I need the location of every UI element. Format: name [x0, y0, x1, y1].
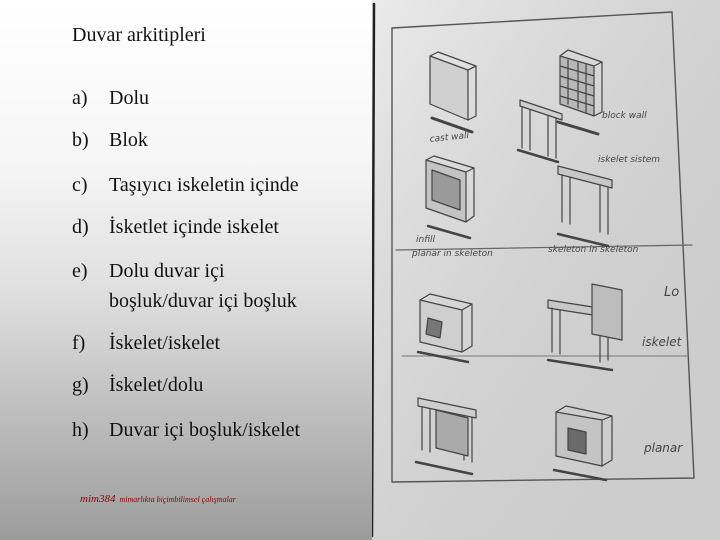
list-item-text: Blok — [109, 129, 148, 151]
list-item-text: İskelet/iskelet — [109, 332, 221, 354]
label-iskelet: iskelet — [642, 335, 682, 349]
course-subtitle: mimarlıkta biçimbilimsel çalışmalar — [119, 495, 236, 504]
list-item — [72, 125, 148, 155]
list-item-text: Duvar içi boşluk/iskelet — [109, 419, 301, 441]
slide-footer — [80, 489, 236, 507]
label-infill: infill — [416, 235, 436, 245]
list-marker: a) — [72, 87, 88, 109]
list-item-text: Taşıyıcı iskeletin içinde — [109, 174, 299, 196]
list-item — [72, 212, 279, 242]
list-item-text: Dolu — [109, 87, 149, 109]
list-item — [72, 415, 300, 445]
list-item — [72, 328, 220, 358]
course-code: mim384 — [80, 493, 116, 505]
label-planar: planar — [644, 441, 683, 455]
list-item-text: Dolu duvar içi — [109, 260, 225, 282]
label-edge-lo: Lo — [664, 285, 680, 300]
list-item — [72, 170, 299, 200]
list-marker: c) — [72, 174, 88, 196]
label-skeleton-in-skeleton: skeleton in skeleton — [548, 245, 639, 255]
slide-title: Duvar arkitipleri — [72, 24, 206, 46]
list-marker: h) — [72, 419, 89, 441]
list-item — [72, 370, 203, 400]
list-marker: e) — [72, 260, 88, 282]
label-iskelet-sistem: iskelet sistem — [598, 155, 661, 165]
list-item — [72, 83, 149, 113]
list-item-text: İsketlet içinde iskelet — [109, 216, 279, 238]
list-item — [72, 256, 297, 316]
list-marker: b) — [72, 129, 89, 151]
list-marker: g) — [72, 374, 89, 396]
label-block-wall: block wall — [602, 111, 647, 121]
list-item-text-continued: boşluk/duvar içi boşluk — [109, 290, 297, 312]
label-planar-in-skeleton: planar in skeleton — [412, 249, 493, 259]
list-item-text: İskelet/dolu — [109, 374, 204, 396]
list-marker: d) — [72, 216, 89, 238]
label-cast-wall: cast wall — [429, 130, 470, 145]
list-marker: f) — [72, 332, 86, 354]
wall-sketch-image — [372, 0, 720, 540]
